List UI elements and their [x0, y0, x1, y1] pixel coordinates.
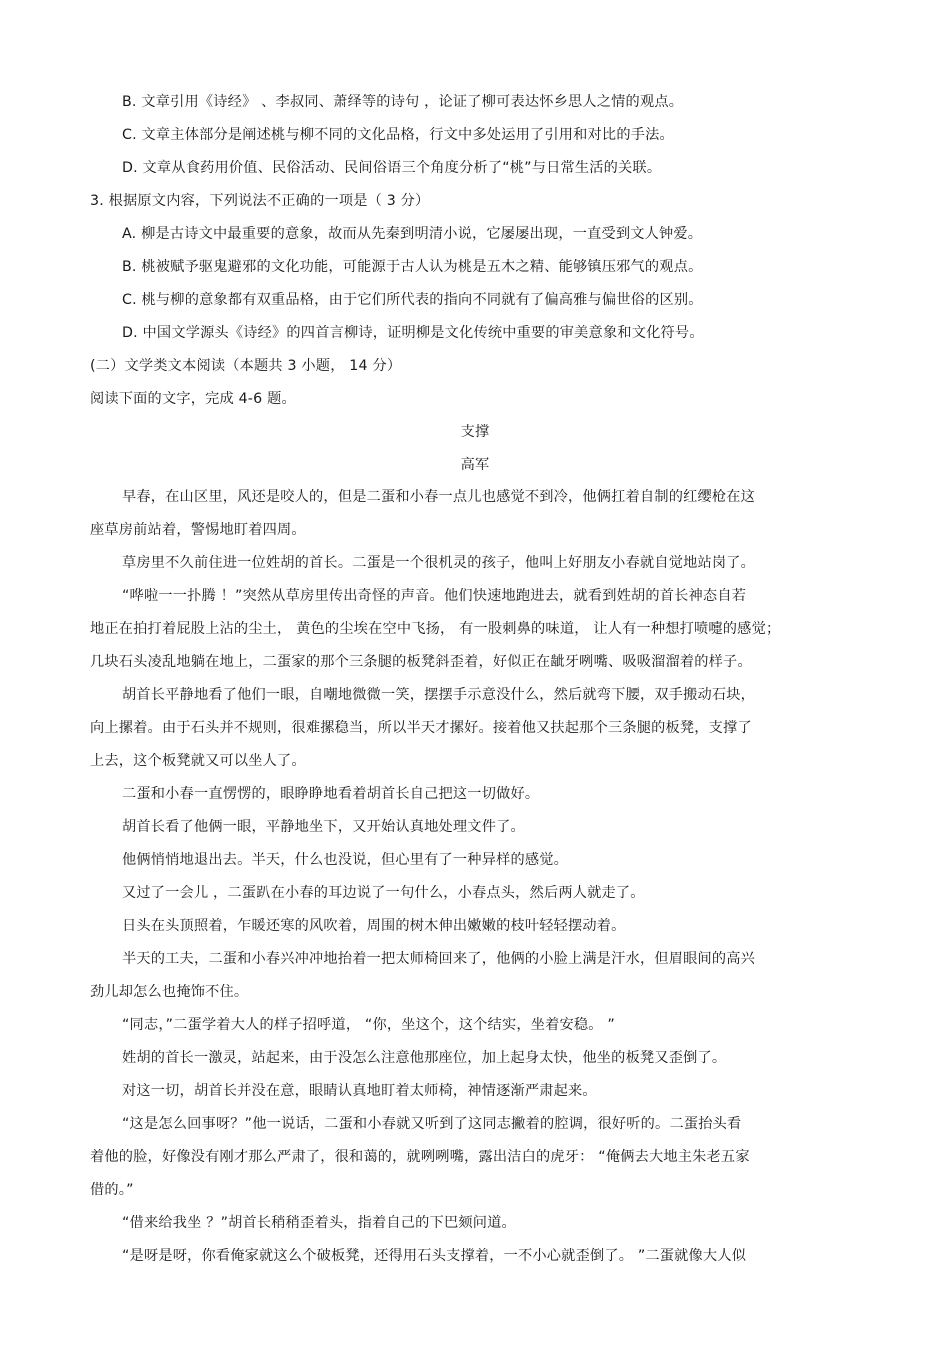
paragraph-line: 座草房前站着，警惕地盯着四周。: [90, 522, 306, 538]
reading-instruction: 阅读下面的文字，完成 4-6 题。: [90, 391, 296, 407]
option-2d: D. 文章从食药用价值、民俗活动、民间俗语三个角度分析了“桃”与日常生活的关联。: [122, 160, 662, 176]
paragraph-line: 劲儿却怎么也掩饰不住。: [90, 984, 249, 1000]
paragraph-line: 对这一切，胡首长并没在意，眼睛认真地盯着太师椅，神情逐渐严肃起来。: [122, 1083, 597, 1099]
paragraph-line: 向上摞着。由于石头并不规则，很难摞稳当，所以半天才摞好。接着他又扶起那个三条腿的板凳，支撑了: [90, 720, 752, 736]
option-3c: C. 桃与柳的意象都有双重品格，由于它们所代表的指向不同就有了偏高雅与偏世俗的区别。: [122, 292, 703, 308]
option-2c: C. 文章主体部分是阐述桃与柳不同的文化品格，行文中多处运用了引用和对比的手法。: [122, 127, 674, 143]
paragraph-line: “是呀是呀，你看俺家就这么个破板凳，还得用石头支撑着，一不小心就歪倒了。 ”二蛋就像大人似: [122, 1248, 747, 1264]
paragraph-line: “借来给我坐 ？”胡首长稍稍歪着头，指着自己的下巴颏问道。: [122, 1215, 516, 1231]
paragraph-line: 他俩悄悄地退出去。半天，什么也没说，但心里有了一种异样的感觉。: [122, 852, 569, 868]
paragraph-line: “这是怎么回事呀？”他一说话，二蛋和小春就又听到了这同志撇着的腔调，很好听的。二蛋抬头看: [122, 1116, 742, 1132]
paragraph-line: “哗啦一一扑腾 ！”突然从草房里传出奇怪的声音。他们快速地跑进去，就看到姓胡的首长神态自若: [122, 588, 747, 604]
option-3b: B. 桃被赋予驱鬼避邪的文化功能，可能源于古人认为桃是五木之精、能够镇压邪气的观点。: [122, 259, 703, 275]
paragraph-line: 草房里不久前住进一位姓胡的首长。二蛋是一个很机灵的孩子，他叫上好朋友小春就自觉地站岗了。: [122, 555, 756, 571]
option-3a: A. 柳是古诗文中最重要的意象，故而从先秦到明清小说，它屡屡出现，一直受到文人钟爱。: [122, 226, 703, 242]
paragraph-line: 胡首长看了他俩一眼，平静地坐下，又开始认真地处理文件了。: [122, 819, 525, 835]
paragraph-line: 着他的脸，好像没有刚才那么严肃了，很和蔼的，就咧咧嘴，露出洁白的虎牙： “俺俩去大地主朱老五家: [90, 1149, 750, 1165]
paragraph-line: 胡首长平静地看了他们一眼，自嘲地微微一笑，摆摆手示意没什么，然后就弯下腰，双手搬动石块，: [122, 687, 756, 703]
paragraph-line: “同志，”二蛋学着大人的样子招呼道， “你，坐这个，这个结实，坐着安稳。 ”: [122, 1017, 615, 1033]
paragraph-line: 几块石头凌乱地躺在地上，二蛋家的那个三条腿的板凳斜歪着，好似正在龇牙咧嘴、吸吸溜溜着的样子。: [90, 654, 752, 670]
paragraph-line: 日头在头顶照着，乍暖还寒的风吹着，周围的树木伸出嫩嫩的枝叶轻轻摆动着。: [122, 918, 626, 934]
story-author: 高军: [460, 457, 490, 473]
option-3d: D. 中国文学源头《诗经》的四首言柳诗，证明柳是文化传统中重要的审美意象和文化符号。: [122, 325, 704, 341]
paragraph-line: 半天的工夫，二蛋和小春兴冲冲地抬着一把太师椅回来了，他俩的小脸上满是汗水，但眉眼间的高兴: [122, 951, 756, 967]
paragraph-line: 地正在拍打着屁股上沾的尘土， 黄色的尘埃在空中飞扬， 有一股刺鼻的味道， 让人有一种想打喷嚏的感觉；: [90, 621, 781, 637]
option-2b: B. 文章引用《诗经》 、李叔同、萧绎等的诗句 ，论证了柳可表达怀乡思人之情的观点。: [122, 94, 684, 110]
section-heading: (二）文学类文本阅读（本题共 3 小题， 14 分）: [90, 358, 402, 374]
paragraph-line: 早春，在山区里，风还是咬人的，但是二蛋和小春一点儿也感觉不到冷，他俩扛着自制的红缨枪在这: [122, 489, 756, 505]
story-title: 支撑: [460, 424, 490, 440]
paragraph-line: 上去，这个板凳就又可以坐人了。: [90, 753, 306, 769]
paragraph-line: 姓胡的首长一激灵，站起来，由于没怎么注意他那座位，加上起身太快，他坐的板凳又歪倒了。: [122, 1050, 727, 1066]
question-3: 3. 根据原文内容，下列说法不正确的一项是（ 3 分）: [90, 193, 430, 209]
paragraph-line: 二蛋和小春一直愣愣的，眼睁睁地看着胡首长自己把这一切做好。: [122, 786, 540, 802]
paragraph-line: 借的。”: [90, 1182, 134, 1198]
paragraph-line: 又过了一会儿 ，二蛋趴在小春的耳边说了一句什么，小春点头，然后两人就走了。: [122, 885, 645, 901]
